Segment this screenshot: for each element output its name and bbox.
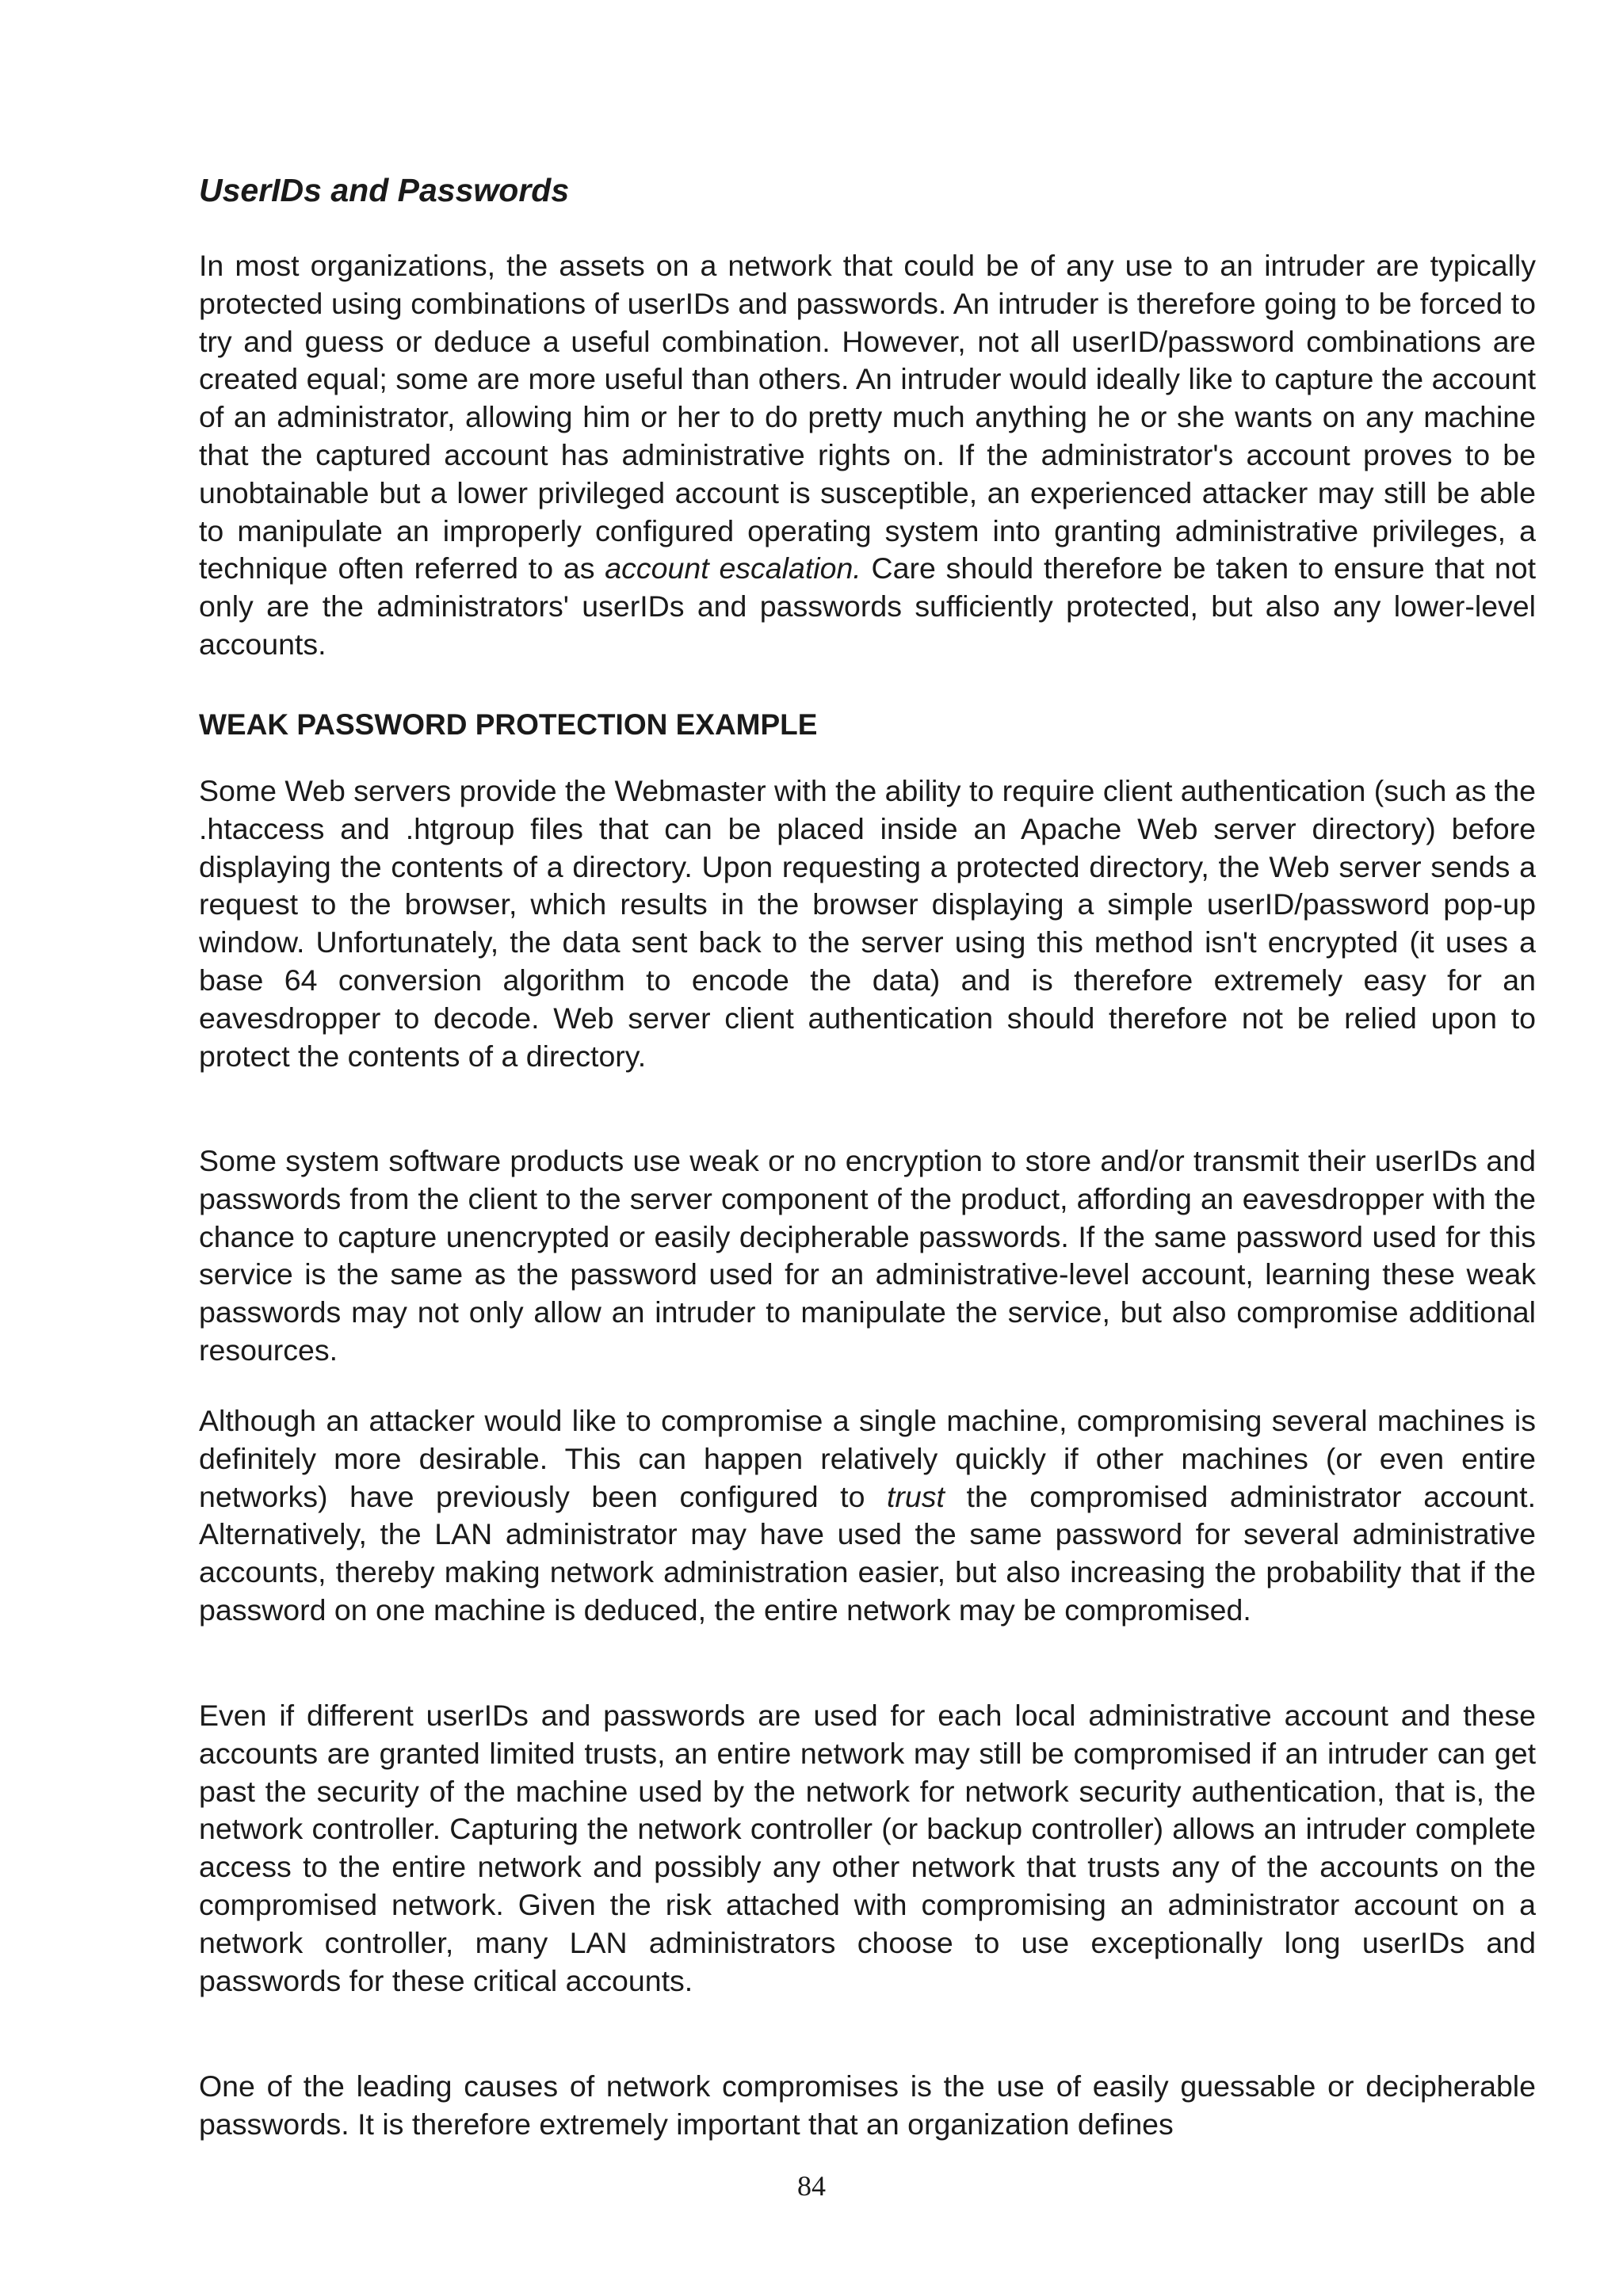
intro-emphasis: account escalation. [605, 551, 861, 585]
paragraph-system-software: Some system software products use weak or no encryption to store and/or transmit their userIDs and passwords from the client to the server component of the product, affording an eavesdropper with the chance to capture unencrypted or easily decipherable passwords. If the same password used for this service is the same as the password used for an administrative-level account, learning these weak passwords may not only allow an intruder to manipulate the service, but also compromise additional resources. [199, 1144, 1536, 1367]
several-machines-text-after: the compromised administrator account. Alternatively, the LAN administrator may have used the same password for several administrative accounts, thereby making network administration easier, but also increasing the probability that if the password on one machine is deduced, the entire network may be compromised. [199, 1479, 1536, 1627]
paragraph-leading-causes: One of the leading causes of network compromises is the use of easily guessable or decipherable passwords. It is therefore extremely important that an organization defines [199, 2069, 1536, 2141]
subheading: WEAK PASSWORD PROTECTION EXAMPLE [199, 708, 818, 741]
section-title: UserIDs and Passwords [199, 172, 570, 208]
page-number: 84 [797, 2170, 826, 2202]
intro-paragraph [199, 247, 1536, 664]
paragraph-network-controller: Even if different userIDs and passwords are used for each local administrative account and these accounts are granted limited trusts, an entire network may still be compromised if an intruder can get past the security of the machine used by the network for network security authentication, that is, the network controller. Capturing the network controller (or backup controller) allows an intruder complete access to the entire network and possibly any other network that trusts any of the accounts on the compromised network. Given the risk attached with compromising an administrator account on a network controller, many LAN administrators choose to use exceptionally long userIDs and passwords for these critical accounts. [199, 1699, 1536, 1997]
intro-text-after: Care should therefore be taken to ensure that not only are the administrators' userIDs and passwords sufficiently protected, but also any lower-level accounts. [199, 551, 1536, 661]
several-machines-text-before: Although an attacker would like to compromise a single machine, compromising several machines is definitely more desirable. This can happen relatively quickly if other machines (or even entire networks) have previously been configured to [199, 1404, 1536, 1513]
several-machines-emphasis: trust [887, 1479, 945, 1513]
paragraph-web-auth: Some Web servers provide the Webmaster with the ability to require client authentication (such as the .htaccess and .htgroup files that can be placed inside an Apache Web server directory) before displaying the contents of a directory. Upon requesting a protected directory, the Web server sends a request to the browser, which results in the browser displaying a simple userID/password pop-up window. Unfortunately, the data sent back to the server using this method isn't encrypted (it uses a base 64 conversion algorithm to encode the data) and is therefore extremely easy for an eavesdropper to decode. Web server client authentication should therefore not be relied upon to protect the contents of a directory. [199, 774, 1536, 1073]
intro-text-before: In most organizations, the assets on a network that could be of any use to an intruder are typically protected using combinations of userIDs and passwords. An intruder is therefore going to be forced to try and guess or deduce a useful combination. However, not all userID/password combinations are created equal; some are more useful than others. An intruder would ideally like to capture the account of an administrator, allowing him or her to do pretty much anything he or she wants on any machine that the captured account has administrative rights on. If the administrator's account proves to be unobtainable but a lower privileged account is susceptible, an experienced attacker may still be able to manipulate an improperly configured operating system into granting administrative privileges, a technique often referred to as [199, 249, 1536, 585]
paragraph-several-machines [199, 1402, 1536, 1630]
